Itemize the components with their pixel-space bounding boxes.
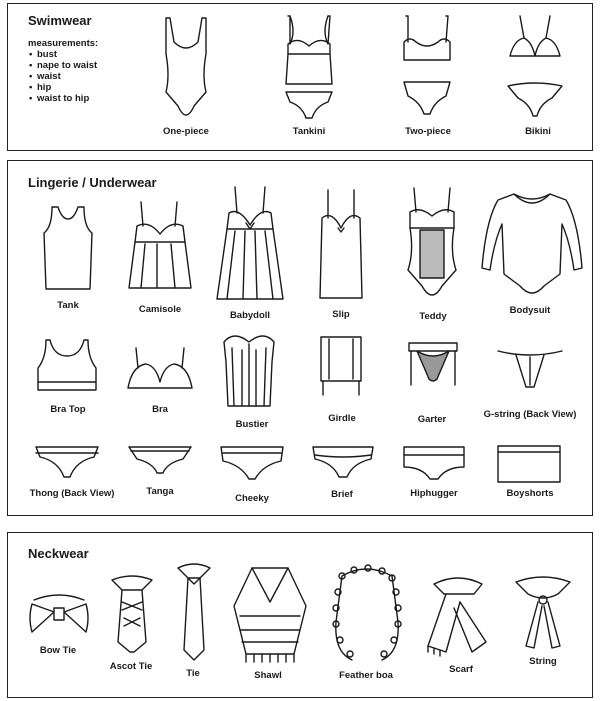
- measurement-item: • nape to waist: [37, 60, 98, 71]
- caption-brief: Brief: [331, 489, 353, 500]
- tankini-illustration: [282, 14, 336, 124]
- garter-illustration: [405, 337, 461, 389]
- tanga-illustration: [127, 443, 193, 477]
- teddy-illustration: [404, 186, 460, 304]
- caption-bustier: Bustier: [235, 419, 269, 430]
- caption-bra: Bra: [152, 404, 168, 415]
- bikini-illustration: [506, 14, 564, 122]
- bodysuit-illustration: [480, 190, 584, 300]
- measurement-item: • waist to hip: [37, 93, 98, 104]
- caption-hiphugger: Hiphugger: [410, 488, 458, 499]
- caption-tanga: Tanga: [146, 486, 174, 497]
- slip-illustration: [318, 188, 364, 302]
- caption-one-piece: One-piece: [163, 126, 209, 137]
- lingerie-heading: Lingerie / Underwear: [28, 175, 157, 190]
- bra-illustration: [126, 346, 194, 394]
- caption-tie: Tie: [186, 668, 200, 679]
- measurements-label: measurements:: [28, 38, 99, 49]
- caption-girdle: Girdle: [328, 413, 356, 424]
- caption-garter: Garter: [417, 414, 447, 425]
- feather-boa-illustration: [326, 562, 408, 664]
- string-illustration: [512, 572, 574, 652]
- measurements-list: [28, 38, 98, 104]
- caption-slip: Slip: [332, 309, 350, 320]
- ascot-tie-illustration: [108, 572, 156, 656]
- caption-babydoll: Babydoll: [229, 310, 271, 321]
- one-piece-illustration: [160, 14, 212, 122]
- caption-shawl: Shawl: [254, 670, 282, 681]
- caption-camisole: Camisole: [138, 304, 182, 315]
- shawl-illustration: [232, 566, 308, 664]
- caption-bodysuit: Bodysuit: [509, 305, 551, 316]
- two-piece-illustration: [400, 14, 454, 122]
- caption-teddy: Teddy: [419, 311, 447, 322]
- caption-cheeky: Cheeky: [235, 493, 269, 504]
- bustier-illustration: [220, 328, 278, 410]
- scarf-illustration: [424, 572, 494, 658]
- brief-illustration: [311, 443, 375, 481]
- caption-g-string: G-string (Back View): [483, 409, 577, 420]
- camisole-illustration: [127, 200, 193, 292]
- swimwear-heading: Swimwear: [28, 13, 92, 28]
- tank-illustration: [40, 205, 96, 293]
- caption-boyshorts: Boyshorts: [506, 488, 554, 499]
- caption-scarf: Scarf: [449, 664, 473, 675]
- caption-tank: Tank: [57, 300, 79, 311]
- caption-bra-top: Bra Top: [50, 404, 86, 415]
- bow-tie-illustration: [28, 590, 90, 636]
- hiphugger-illustration: [402, 443, 466, 483]
- caption-tankini: Tankini: [292, 126, 326, 137]
- caption-bow-tie: Bow Tie: [39, 645, 77, 656]
- measurement-item: • bust: [37, 49, 98, 60]
- thong-illustration: [34, 443, 100, 483]
- caption-two-piece: Two-piece: [405, 126, 451, 137]
- girdle-illustration: [313, 335, 369, 399]
- bra-top-illustration: [36, 338, 98, 394]
- caption-thong: Thong (Back View): [29, 488, 115, 499]
- caption-string: String: [529, 656, 557, 667]
- measurement-item: • hip: [37, 82, 98, 93]
- caption-feather-boa: Feather boa: [339, 670, 393, 681]
- tie-illustration: [174, 560, 214, 664]
- measurement-item: • waist: [37, 71, 98, 82]
- caption-bikini: Bikini: [525, 126, 551, 137]
- cheeky-illustration: [219, 443, 285, 483]
- boyshorts-illustration: [496, 442, 562, 486]
- babydoll-illustration: [215, 185, 285, 303]
- g-string-illustration: [496, 345, 564, 397]
- neckwear-heading: Neckwear: [28, 546, 89, 561]
- caption-ascot-tie: Ascot Tie: [109, 661, 153, 672]
